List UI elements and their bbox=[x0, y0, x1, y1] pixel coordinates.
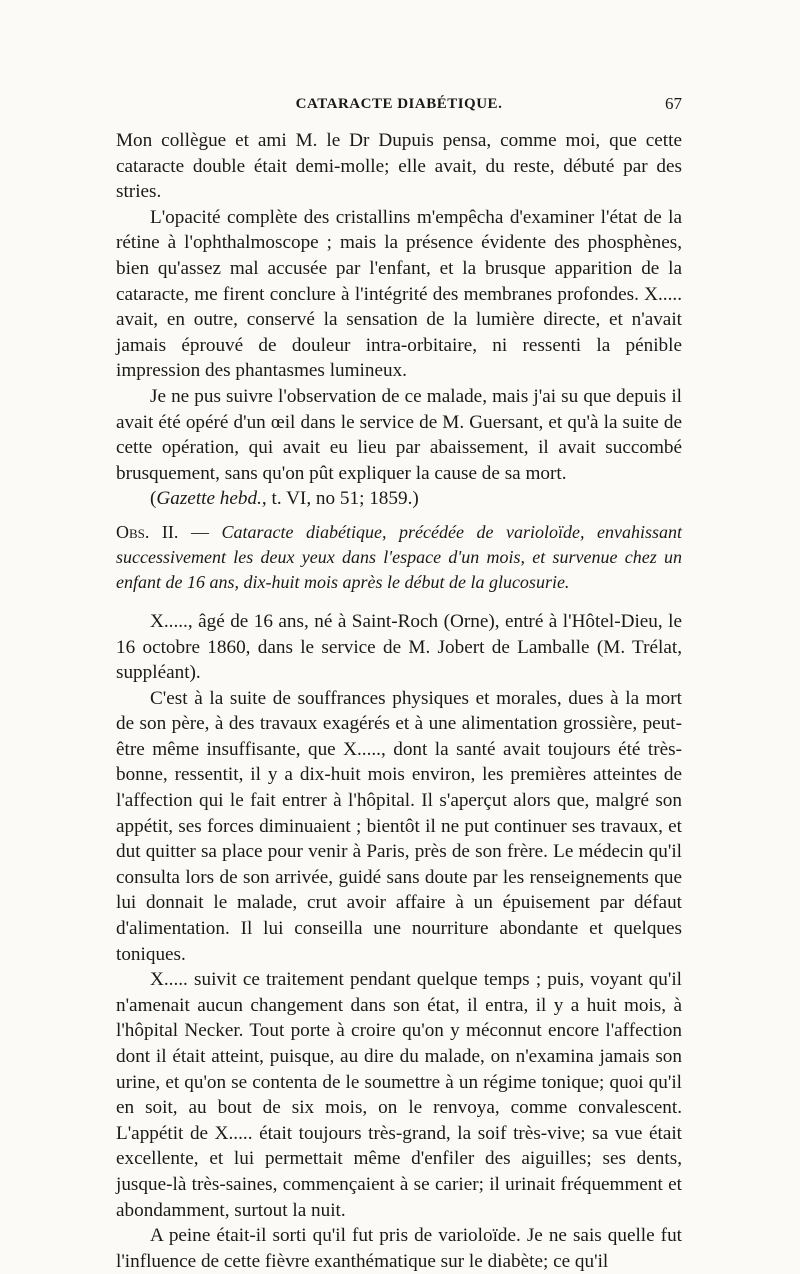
reference-journal: Gazette hebd. bbox=[156, 488, 262, 510]
book-page bbox=[116, 92, 682, 1274]
page-header bbox=[116, 92, 682, 128]
page-number: 67 bbox=[665, 94, 682, 113]
running-title: CATARACTE DIABÉTIQUE. bbox=[295, 96, 503, 112]
observation-title: Cataracte diabétique, précédée de varioloïde, envahissant successivement les deux yeux dans l'espace d'un mois, et survenue chez un enfant de 16 ans, dix-huit mois après le début de la glucosurie. bbox=[116, 521, 683, 592]
paragraph-followup: Je ne pus suivre l'observation de ce malade, mais j'ai su que depuis il avait été opéré d'un œil dans le service de M. Guersant, et qu'à la suite de cette opération, qui avait eu lieu par abaissement, il avait succombé brusquement, sans qu'on pût expliquer la cause de sa mort. bbox=[116, 385, 682, 484]
paragraph-varioloid: A peine était-il sorti qu'il fut pris de varioloïde. Je ne sais quelle fut l'influence de cette fièvre exanthématique sur le diabète; ce qu'il bbox=[116, 1225, 682, 1272]
reference-citation: (Gazette hebd., t. VI, no 51; 1859.) bbox=[150, 488, 419, 510]
reference-details: , t. VI, no 51; 1859.) bbox=[261, 488, 419, 510]
observation-dash: — bbox=[178, 521, 222, 542]
paragraph-intro: Mon collègue et ami M. le Dr Dupuis pensa, comme moi, que cette cataracte double était demi-molle; elle avait, du reste, débuté par des stries. bbox=[116, 130, 682, 203]
paragraph-treatment: X..... suivit ce traitement pendant quelque temps ; puis, voyant qu'il n'amenait aucun changement dans son état, il entra, il y a huit mois, à l'hôpital Necker. Tout porte à croire qu'on y méconnut encore l'affection dont il était atteint, puisque, au dire du malade, on n'examina jamais son urine, et qu'on se contenta de le soumettre à un régime tonique; quoi qu'il en soit, au bout de six mois, on le renvoya, comme convalescent. L'appétit de X..... était toujours très-grand, la soif très-vive; sa vue était excellente, et lui permettait même d'enfiler des aiguilles; ses dents, jusque-là très-saines, commençaient à se carier; il urinait fréquemment et abondamment, surtout la nuit. bbox=[116, 969, 682, 1221]
paragraph-opacity: L'opacité complète des cristallins m'empêcha d'examiner l'état de la rétine à l'ophthalmoscope ; mais la présence évidente des phosphènes, bien qu'assez mal accusée par l'enfant, et la brusque apparition de la cataracte, me firent conclure à l'intégrité des membranes profondes. X..... avait, en outre, conservé la sensation de la lumière directe, et n'avait jamais éprouvé de douleur intra-orbitaire, ni ressenti la pénible impression des phantasmes lumineux. bbox=[116, 206, 682, 382]
paragraph-history: C'est à la suite de souffrances physiques et morales, dues à la mort de son père, à des travaux exagérés et à une alimentation grossière, peut-être même insuffisante, que X....., dont la santé avait toujours été très-bonne, ressentit, il y a dix-huit mois environ, les premières atteintes de l'affection qui le fait entrer à l'hôpital. Il s'aperçut alors que, malgré son appétit, ses forces diminuaient ; bientôt il ne put continuer ses travaux, et dut quitter sa place pour venir à Paris, près de son frère. Le médecin qu'il consulta lors de son arrivée, guidé sans doute par les renseignements que lui donnait le malade, crut avoir affaire à un épuisement par défaut d'alimentation. Il lui conseilla une nourriture abondante et quelques toniques. bbox=[116, 687, 682, 965]
observation-heading bbox=[116, 520, 682, 595]
paragraph-patient: X....., âgé de 16 ans, né à Saint-Roch (Orne), entré à l'Hôtel-Dieu, le 16 octobre 1860, dans le service de M. Jobert de Lamballe (M. Trélat, suppléant). bbox=[116, 610, 682, 684]
observation-label: Obs. II. bbox=[116, 521, 179, 542]
